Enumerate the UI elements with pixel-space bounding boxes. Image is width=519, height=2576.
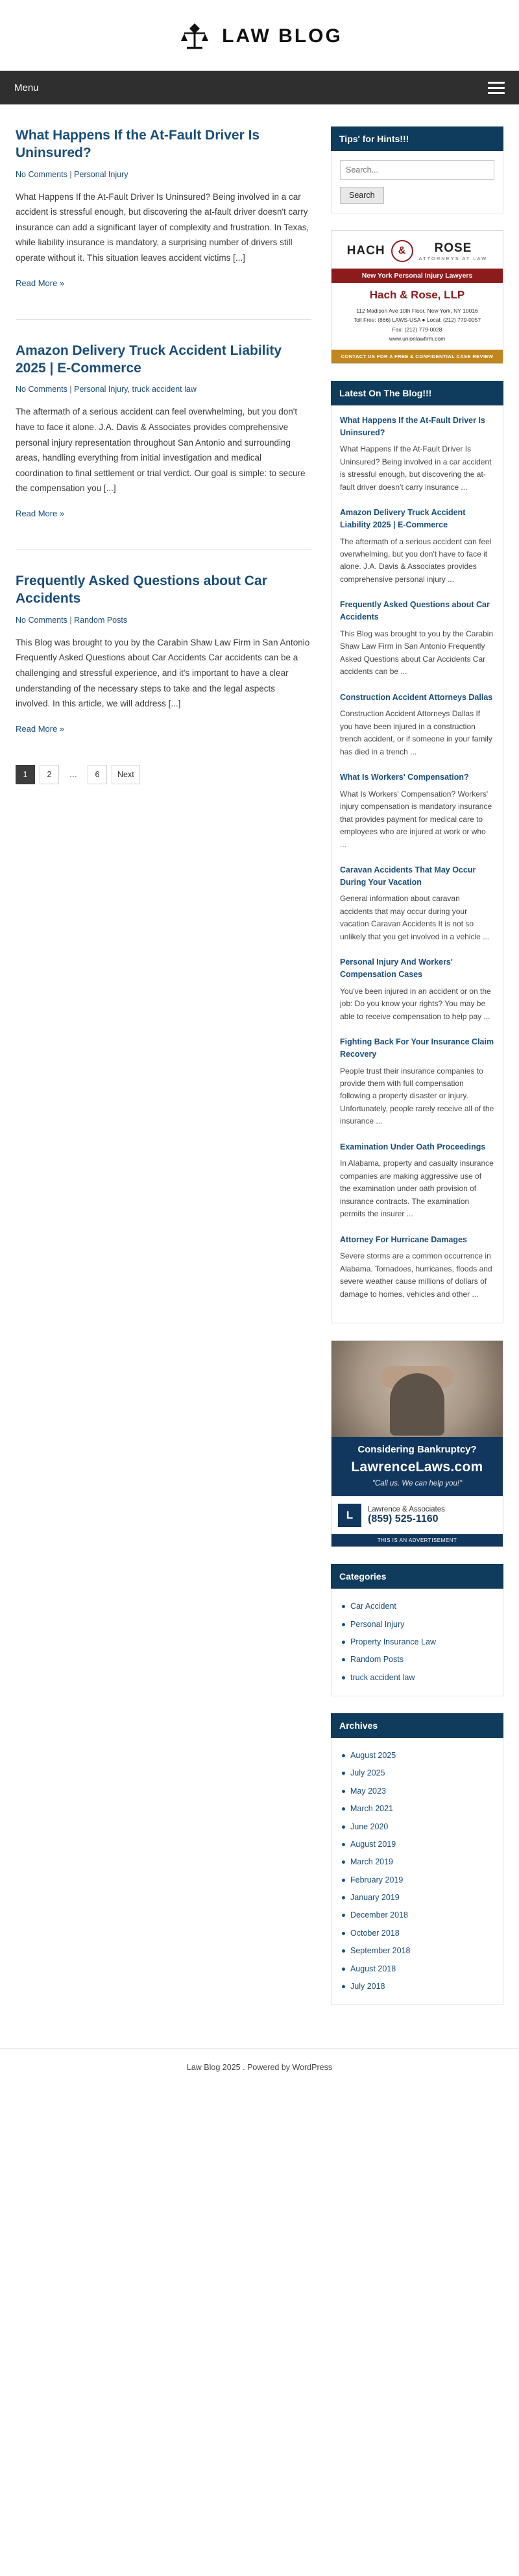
latest-post-title[interactable]: Construction Accident Attorneys Dallas <box>340 692 493 702</box>
search-input[interactable] <box>340 160 494 180</box>
widget-title: Latest On The Blog!!! <box>331 381 503 405</box>
ad-logo-subtitle: ATTORNEYS AT LAW <box>418 255 488 261</box>
post-excerpt: The aftermath of a serious accident can feel overwhelming, but you don't have to face it alone. J.A. Davis & Associates provides comprehensive personal injury representation throughout San Antonio and surrounding areas, handling everything from initial investigation and medical coordination to final settlement or trial verdict. Our goal is simple: to secure the compensation you [...] <box>16 407 306 494</box>
latest-post-excerpt: In Alabama, property and casualty insurance companies are making aggressive use of the examination under oath provision of insurance contracts. The examination permits the insurer ... <box>340 1159 494 1219</box>
list-item <box>340 599 494 678</box>
ad-contact-lines <box>332 306 503 350</box>
search-button[interactable]: Search <box>340 187 384 204</box>
scales-of-justice-icon <box>176 18 213 54</box>
archive-item[interactable]: December 2018 <box>340 1907 494 1924</box>
ad-banner <box>332 1437 503 1496</box>
ad-logo-row <box>332 231 503 269</box>
pagination-page-2[interactable]: 2 <box>40 765 59 784</box>
archive-item[interactable]: February 2019 <box>340 1872 494 1889</box>
widget-ad-bankruptcy[interactable] <box>331 1340 503 1547</box>
ad-tagline: "Call us. We can help you!" <box>372 1480 463 1488</box>
latest-post-excerpt: This Blog was brought to you by the Carabin Shaw Law Firm in San Antonio Frequently Asked Questions about Car Accidents Car accidents can be ... <box>340 629 494 677</box>
widget-title: Archives <box>331 1713 503 1738</box>
category-item[interactable]: truck accident law <box>340 1669 494 1687</box>
categories-list <box>340 1598 494 1687</box>
latest-post-title[interactable]: Personal Injury And Workers' Compensation Cases <box>340 957 453 979</box>
pagination-page-6[interactable]: 6 <box>88 765 107 784</box>
list-item <box>340 1141 494 1221</box>
latest-post-excerpt: What Happens If the At-Fault Driver Is Uninsured? Being involved in a car accident is stressful enough, but discovering the at-fault driver doesn't carry insurance ... <box>340 444 492 492</box>
list-item <box>340 771 494 851</box>
post-comments[interactable]: No Comments <box>16 615 67 625</box>
list-item <box>340 692 494 759</box>
list-item <box>340 1036 494 1128</box>
ad-firm-name: Lawrence & Associates <box>368 1506 445 1514</box>
latest-post-title[interactable]: What Is Workers' Compensation? <box>340 773 469 782</box>
list-item <box>340 1234 494 1301</box>
archive-item[interactable]: May 2023 <box>340 1783 494 1800</box>
post-category[interactable]: Personal Injury, truck accident law <box>74 385 197 394</box>
category-item[interactable]: Property Insurance Law <box>340 1633 494 1651</box>
ad-logo-hach: HACH <box>346 244 385 258</box>
site-logo[interactable] <box>176 18 343 54</box>
sidebar <box>331 126 503 2022</box>
category-item[interactable]: Car Accident <box>340 1598 494 1615</box>
list-item <box>340 415 494 494</box>
category-item[interactable]: Random Posts <box>340 1651 494 1668</box>
latest-post-excerpt: The aftermath of a serious accident can feel overwhelming, but you don't have to face it alone. J.A. Davis & Associates provides comprehensive personal injury ... <box>340 536 492 584</box>
read-more-link[interactable]: Read More » <box>16 509 65 519</box>
widget-body <box>331 151 503 213</box>
latest-post-excerpt: Construction Accident Attorneys Dallas If you have been injured in a construction trench accident, or if someone in your family has died in a trench ... <box>340 709 492 756</box>
widget-body <box>331 405 503 1323</box>
ad-firm-name: Hach & Rose, LLP <box>369 289 465 301</box>
latest-post-excerpt: General information about caravan accidents that may occur during your vacation Caravan Accidents It is not so unlikely that you get involved in a vehicle ... <box>340 894 490 941</box>
archive-item[interactable]: October 2018 <box>340 1925 494 1942</box>
footer-text: Law Blog 2025 . Powered by WordPress <box>186 2063 333 2073</box>
ad-website[interactable]: www.unionlawfirm.com <box>389 335 446 343</box>
post-title[interactable]: Amazon Delivery Truck Accident Liability 2025 | E-Commerce <box>16 343 282 376</box>
widget-ad-hach-rose[interactable] <box>331 230 503 364</box>
latest-post-title[interactable]: Fighting Back For Your Insurance Claim Recovery <box>340 1037 494 1059</box>
latest-post-title[interactable]: Frequently Asked Questions about Car Accidents <box>340 600 490 621</box>
post-article <box>16 572 311 735</box>
post-article <box>16 126 311 289</box>
post-comments[interactable]: No Comments <box>16 169 67 179</box>
latest-post-title[interactable]: Amazon Delivery Truck Accident Liability 2025 | E-Commerce <box>340 508 466 529</box>
post-title[interactable]: Frequently Asked Questions about Car Accidents <box>16 573 267 607</box>
site-footer <box>0 2048 519 2090</box>
post-comments[interactable]: No Comments <box>16 385 67 394</box>
archive-item[interactable]: July 2025 <box>340 1764 494 1782</box>
site-title: LAW BLOG <box>222 25 343 47</box>
ad-redbar: New York Personal Injury Lawyers <box>332 269 503 283</box>
latest-post-excerpt: People trust their insurance companies to provide them with full compensation following a property disaster or injury. Unfortunately, people rarely receive all of the insurance ... <box>340 1066 494 1126</box>
post-meta <box>16 170 311 179</box>
widget-body <box>331 1738 503 2005</box>
main-menu-bar[interactable] <box>0 71 519 104</box>
archive-item[interactable]: September 2018 <box>340 1942 494 1960</box>
meta-separator: | <box>69 385 75 394</box>
meta-separator: | <box>69 615 75 625</box>
pagination[interactable] <box>16 765 311 784</box>
latest-post-title[interactable]: Caravan Accidents That May Occur During Your Vacation <box>340 865 476 887</box>
widget-archives <box>331 1713 503 2005</box>
main-content <box>16 126 311 784</box>
widget-categories <box>331 1564 503 1696</box>
post-excerpt: What Happens If the At-Fault Driver Is Uninsured? Being involved in a car accident is stressful enough, but discovering the at-fault driver doesn't carry insurance can add a significant layer of complexity and frustration. In Texas, while liability insurance is mandatory, a surprising number of drivers still operate without it. This situation leaves accident victims [...] <box>16 191 309 263</box>
post-category[interactable]: Random Posts <box>74 615 128 625</box>
latest-post-excerpt: You've been injured in an accident or on the job: Do you know your rights? You may be able to receive compensation to help pay ... <box>340 986 491 1021</box>
archive-item[interactable]: March 2021 <box>340 1800 494 1818</box>
hamburger-menu-icon[interactable] <box>488 82 505 94</box>
archive-item[interactable]: July 2018 <box>340 1978 494 1995</box>
ad-brand[interactable]: LawrenceLaws.com <box>351 1460 483 1475</box>
archive-item[interactable]: January 2019 <box>340 1889 494 1907</box>
latest-post-excerpt: Severe storms are a common occurrence in Alabama. Tornadoes, hurricanes, floods and severe weather cause millions of dollars of damage to homes, vehicles and other ... <box>340 1251 492 1299</box>
ad-phones: Toll Free: (866) LAWS-USA ● Local: (212) 779-0057 <box>353 317 481 324</box>
archive-item[interactable]: August 2018 <box>340 1960 494 1978</box>
post-meta <box>16 385 311 394</box>
ad-address: 112 Madison Ave 10th Floor, New York, NY 10016 <box>356 307 478 314</box>
widget-latest-posts <box>331 381 503 1323</box>
ad-logo-rose: ROSE <box>434 241 472 255</box>
post-category[interactable]: Personal Injury <box>74 169 128 179</box>
archives-list <box>340 1747 494 1995</box>
widget-tips-search <box>331 126 503 213</box>
pagination-next[interactable]: Next <box>112 765 140 784</box>
category-item[interactable]: Personal Injury <box>340 1616 494 1633</box>
ad-card[interactable] <box>331 230 503 364</box>
archive-item[interactable]: August 2025 <box>340 1747 494 1764</box>
list-item <box>340 956 494 1023</box>
post-divider <box>16 319 311 320</box>
ad-fax: Fax: (212) 779-0028 <box>392 326 442 333</box>
site-header <box>0 0 519 71</box>
widget-title: Tips' for Hints!!! <box>331 126 503 151</box>
post-excerpt: This Blog was brought to you by the Carabin Shaw Law Firm in San Antonio Frequently Asked Questions about Car Accidents Car accidents can be a challenging and stressful experience, and it's important to have a clear understanding of the necessary steps to take and the legal aspects involved. In this article, we will address [...] <box>16 637 310 709</box>
ad-firm-bar <box>332 1496 503 1534</box>
archive-item[interactable]: March 2019 <box>340 1853 494 1871</box>
post-meta <box>16 616 311 625</box>
archive-item[interactable]: June 2020 <box>340 1818 494 1836</box>
widget-title: Categories <box>331 1564 503 1589</box>
ad-question: Considering Bankruptcy? <box>357 1444 477 1456</box>
ampersand-icon: & <box>391 240 413 262</box>
law-firm-logo-icon: L <box>338 1504 361 1527</box>
archive-item[interactable]: August 2019 <box>340 1836 494 1853</box>
list-item <box>340 507 494 586</box>
page-container <box>0 104 519 2048</box>
ad-firm-phone[interactable]: (859) 525-1160 <box>368 1513 439 1525</box>
pagination-page-1[interactable]: 1 <box>16 765 35 784</box>
read-more-link[interactable]: Read More » <box>16 278 65 288</box>
widget-body <box>331 1589 503 1696</box>
list-item <box>340 864 494 943</box>
read-more-link[interactable]: Read More » <box>16 723 65 734</box>
menu-label: Menu <box>14 82 39 93</box>
ad-cta-button[interactable]: CONTACT US FOR A FREE & CONFIDENTIAL CASE REVIEW <box>332 350 503 363</box>
latest-post-excerpt: What Is Workers' Compensation? Workers' injury compensation is mandatory insurance that provides payment for medical care to employees who are injured at work or who ... <box>340 789 492 849</box>
post-article <box>16 342 311 520</box>
pagination-ellipsis: … <box>69 769 78 779</box>
post-divider <box>16 549 311 550</box>
stressed-person-photo <box>332 1341 503 1437</box>
latest-post-title[interactable]: Examination Under Oath Proceedings <box>340 1142 486 1151</box>
post-title[interactable]: What Happens If the At-Fault Driver Is Uninsured? <box>16 128 260 161</box>
latest-post-title[interactable]: Attorney For Hurricane Damages <box>340 1234 467 1244</box>
ad-card[interactable] <box>331 1340 503 1547</box>
latest-post-title[interactable]: What Happens If the At-Fault Driver Is Uninsured? <box>340 415 485 437</box>
meta-separator: | <box>69 169 75 179</box>
ad-disclaimer: THIS IS AN ADVERTISEMENT <box>332 1534 503 1547</box>
